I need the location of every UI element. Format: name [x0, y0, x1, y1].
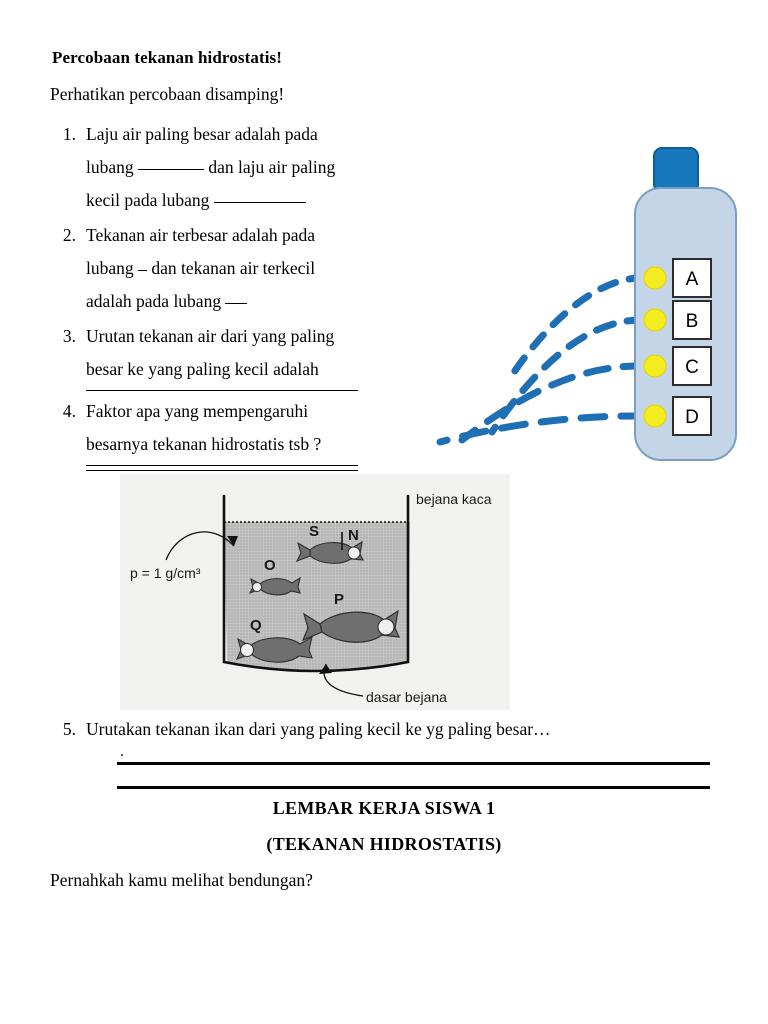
fish-label-o: O [264, 557, 276, 574]
hole-label-a: A [685, 269, 699, 290]
q2-line1: Tekanan air terbesar adalah pada [86, 225, 316, 245]
hole-label-c: C [685, 357, 699, 378]
question-number: 3. [62, 326, 76, 346]
question-number: 5. [62, 719, 76, 739]
page-title: Percobaan tekanan hidrostatis! [52, 48, 283, 67]
q2-line2-before: lubang [86, 258, 134, 278]
bottle-cap [654, 148, 698, 192]
question-item-2 [50, 219, 450, 318]
q1-line2-before: lubang [86, 157, 134, 177]
water-stream-c [462, 366, 645, 440]
question-text [86, 219, 450, 318]
answer-rule[interactable] [117, 762, 710, 765]
answer-blank[interactable] [138, 270, 147, 271]
worksheet-subtitle: (TEKANAN HIDROSTATIS) [266, 834, 502, 854]
answer-rule[interactable] [86, 470, 358, 471]
q2-line2-after: dan tekanan air terkecil [151, 258, 316, 278]
q4-line1: Faktor apa yang mempengaruhi [86, 401, 309, 421]
answer-rule[interactable] [86, 465, 358, 466]
hole-b [644, 309, 666, 331]
question-text [86, 118, 450, 217]
water-stream-d [440, 416, 645, 442]
bottom-label: dasar bejana [366, 689, 447, 705]
question-number: 4. [62, 401, 76, 421]
q2-line3-before: adalah pada lubang [86, 291, 222, 311]
question-item-4 [50, 395, 450, 473]
question-number: 1. [62, 124, 76, 144]
closing-question: Pernahkah kamu melihat bendungan? [50, 870, 313, 890]
fish-label-q: Q [250, 617, 262, 634]
water-stream-group [440, 278, 645, 442]
hole-d [644, 405, 666, 427]
hole-a [644, 267, 666, 289]
question-list [50, 118, 450, 475]
page-subtitle: Perhatikan percobaan disamping! [50, 84, 285, 104]
worksheet-title: LEMBAR KERJA SISWA 1 [272, 798, 496, 818]
answer-rule[interactable] [117, 786, 710, 789]
answer-blank[interactable] [214, 202, 306, 203]
answer-dot: . [120, 743, 124, 760]
hole-c [644, 355, 666, 377]
fish-label-p: P [334, 591, 345, 608]
fish-label-n: N [348, 527, 359, 544]
answer-rule[interactable] [86, 390, 358, 391]
question-item-3 [50, 320, 450, 393]
q1-line3-before: kecil pada lubang [86, 190, 210, 210]
vessel-label: bejana kaca [416, 491, 492, 507]
answer-blank[interactable] [138, 169, 204, 170]
q3-line2: besar ke yang paling kecil adalah [86, 359, 319, 379]
question-item-1 [50, 118, 450, 217]
fish-label-s: S [309, 523, 320, 540]
answer-blank[interactable] [225, 303, 247, 304]
q1-line1: Laju air paling besar adalah pada [86, 124, 318, 144]
question-text [86, 320, 450, 393]
q1-line2-after: dan laju air paling [208, 157, 336, 177]
hole-label-b: B [685, 311, 699, 332]
aquarium-figure [120, 474, 510, 710]
hole-label-d: D [685, 407, 699, 428]
question-item-5 [50, 716, 720, 742]
q3-line1: Urutan tekanan air dari yang paling [86, 326, 335, 346]
bottle-experiment-figure [432, 140, 752, 480]
q4-line2: besarnya tekanan hidrostatis tsb ? [86, 434, 322, 454]
density-label: p = 1 g/cm³ [130, 565, 201, 581]
question-number: 2. [62, 225, 76, 245]
question-text: Urutakan tekanan ikan dari yang paling kecil ke yg paling besar… [86, 719, 551, 739]
question-text [86, 395, 450, 473]
